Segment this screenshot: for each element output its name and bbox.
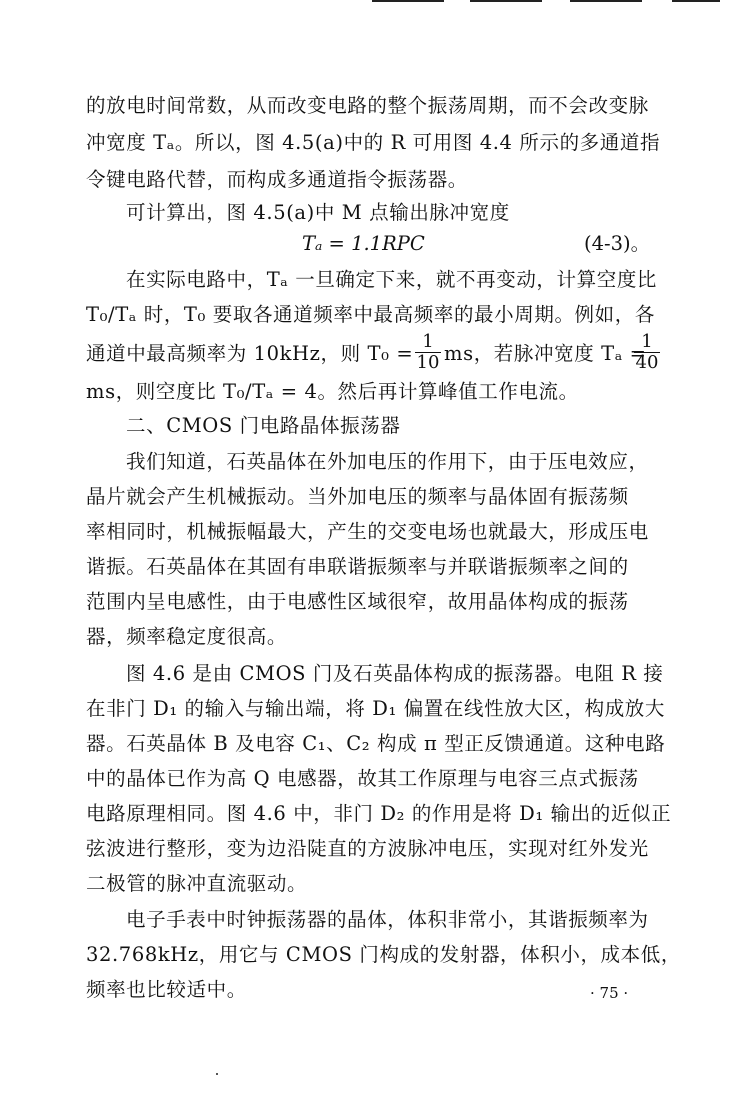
section-heading: 二、CMOS 门电路晶体振荡器 [126,414,401,437]
text-line-1: 的放电时间常数，从而改变电路的整个振荡周期，而不会改变脉 [86,94,649,117]
header-rule-3 [570,0,642,2]
text-line-2: 冲宽度 Tₐ。所以，图 4.5(a)中的 R 可用图 4.4 所示的多通道指 [86,131,661,154]
text-line-20: 中的晶体已作为高 Q 电感器，故其工作原理与电容三点式振荡 [86,767,639,790]
text-line-24: 电子手表中时钟振荡器的晶体，体积非常小，其谐振频率为 [126,908,649,931]
text-line-19: 器。石英晶体 B 及电容 C₁、C₂ 构成 π 型正反馈通道。这种电路 [86,732,666,755]
text-line-11: 我们知道，石英晶体在外加电压的作用下，由于压电效应， [126,450,649,473]
text-line-16: 器，频率稳定度很高。 [86,625,288,648]
text-line-6: 在实际电路中，Tₐ 一旦确定下来，就不再变动，计算空度比 [126,268,658,291]
text-line-22: 弦波进行整形，变为边沿陡直的方波脉冲电压，实现对红外发光 [86,837,649,860]
fraction-1-denominator: 10 [416,352,440,373]
page-number: · 75 · [590,984,629,1002]
text-line-8a: 通道中最高频率为 10kHz，则 T₀ = [86,342,414,365]
text-line-15: 范围内呈电感性，由于电感性区域很窄，故用晶体构成的振荡 [86,590,629,613]
header-rule-1 [372,0,444,2]
print-speck [216,1073,218,1075]
text-line-8b: ms，若脉冲宽度 Tₐ = [444,342,647,365]
fraction-1-40 [634,332,660,373]
text-line-12: 晶片就会产生机械振动。当外加电压的频率与晶体固有振荡频 [86,485,629,508]
text-line-23: 二极管的脉冲直流驱动。 [86,872,308,895]
text-line-26: 频率也比较适中。 [86,978,247,1001]
text-line-3: 令键电路代替，而构成多通道指令振荡器。 [86,168,468,191]
text-line-18: 在非门 D₁ 的输入与输出端，将 D₁ 偏置在线性放大区，构成放大 [86,697,665,720]
text-line-14: 谐振。石英晶体在其固有串联谐振频率与并联谐振频率之间的 [86,555,629,578]
equation: Tₐ = 1.1RPC [302,232,425,255]
text-line-21: 电路原理相同。图 4.6 中，非门 D₂ 的作用是将 D₁ 输出的近似正 [86,802,672,825]
fraction-1-10 [415,332,441,373]
fraction-1-numerator: 1 [415,332,441,353]
text-line-4: 可计算出，图 4.5(a)中 M 点输出脉冲宽度 [126,201,510,224]
equation-number: (4-3)。 [584,232,651,255]
fraction-2-numerator: 1 [634,332,660,353]
text-line-7: T₀/Tₐ 时，T₀ 要取各通道频率中最高频率的最小周期。例如，各 [86,303,655,326]
text-line-9: ms，则空度比 T₀/Tₐ = 4。然后再计算峰值工作电流。 [86,380,579,403]
text-line-25: 32.768kHz，用它与 CMOS 门构成的发射器，体积小，成本低， [86,943,681,966]
header-rule-2 [470,0,542,2]
fraction-2-denominator: 40 [635,352,659,373]
text-line-17: 图 4.6 是由 CMOS 门及石英晶体构成的振荡器。电阻 R 接 [126,662,664,685]
header-rule-4 [672,0,720,2]
text-line-13: 率相同时，机械振幅最大，产生的交变电场也就最大，形成压电 [86,520,649,543]
